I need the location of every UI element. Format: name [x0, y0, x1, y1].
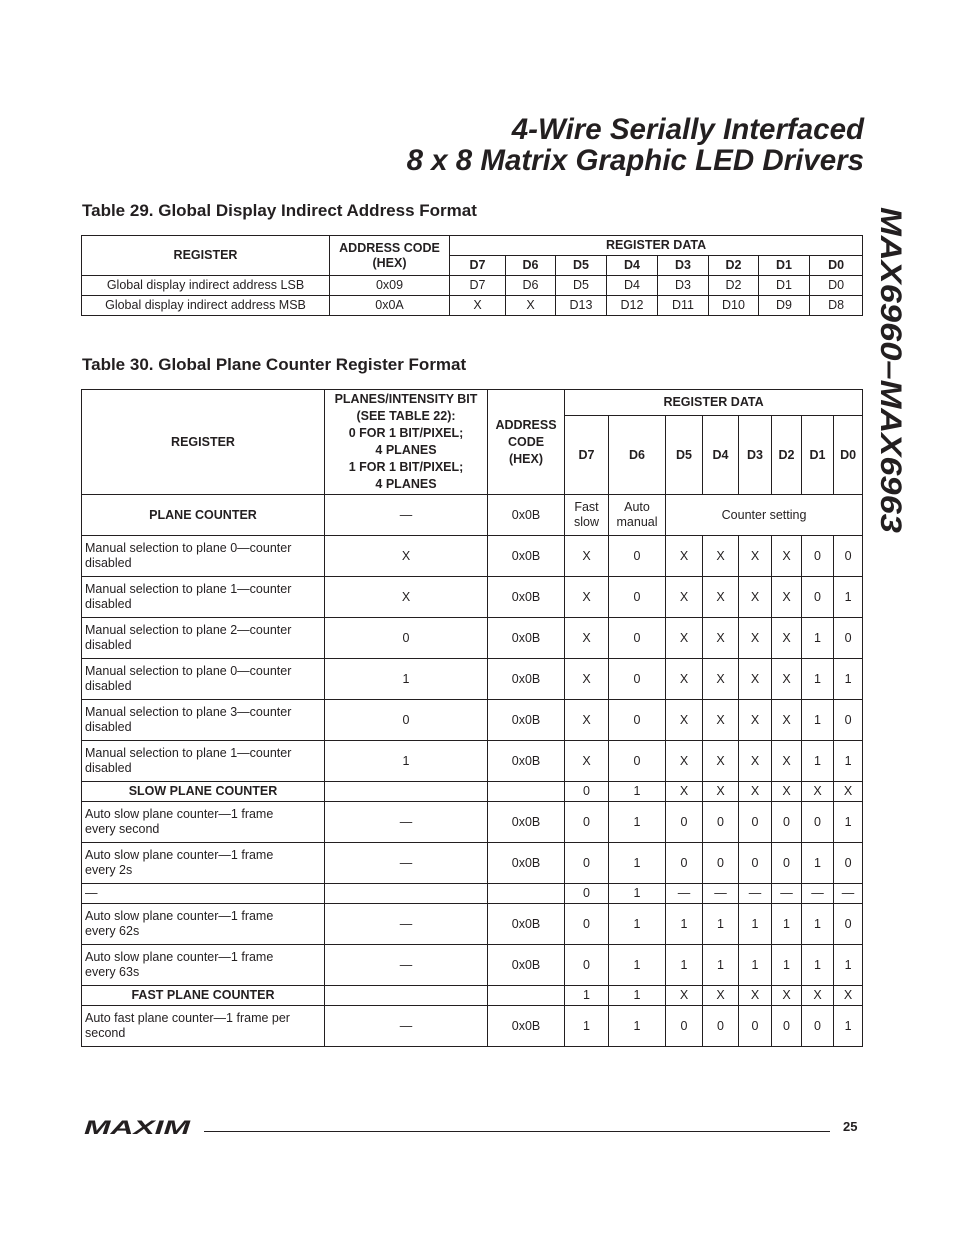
- counter-setting-cell: Counter setting: [666, 495, 863, 536]
- bit-value: 0: [609, 536, 666, 577]
- bit-value: 1: [703, 945, 739, 986]
- bit-value: X: [666, 659, 703, 700]
- table-29: [81, 235, 863, 316]
- bit-value: X: [834, 782, 863, 802]
- bit-value: X: [703, 986, 739, 1006]
- register-name: [82, 986, 325, 1006]
- table-row: [82, 659, 863, 700]
- address-code-header: ADDRESS CODE (HEX): [330, 236, 450, 276]
- bit-value: 1: [609, 904, 666, 945]
- bit-header-d6: D6: [506, 256, 556, 276]
- table-row: [82, 741, 863, 782]
- bit-header-d7: D7: [565, 416, 609, 495]
- bit-value: 0: [834, 904, 863, 945]
- register-name-line: disabled: [85, 679, 132, 693]
- address-code: 0x0A: [330, 296, 450, 316]
- address-code-header: [488, 390, 565, 495]
- register-name: [82, 945, 325, 986]
- register-name-line: every 62s: [85, 924, 140, 938]
- register-name: [82, 577, 325, 618]
- register-name-line: second: [85, 1026, 126, 1040]
- maxim-logo-mark: [84, 1118, 192, 1136]
- register-name: [82, 802, 325, 843]
- bit-value: 0: [565, 802, 609, 843]
- address-code: 0x0B: [488, 945, 565, 986]
- bit-value: D6: [506, 276, 556, 296]
- bit-value: 1: [802, 741, 834, 782]
- table-row: [82, 700, 863, 741]
- bit-value: X: [666, 741, 703, 782]
- bit-value: 0: [802, 536, 834, 577]
- bit-value: 0: [565, 945, 609, 986]
- register-name-line: disabled: [85, 597, 132, 611]
- bit-value: X: [565, 659, 609, 700]
- planes-value: X: [325, 577, 488, 618]
- bit-value: 0: [609, 577, 666, 618]
- bit-value: X: [565, 618, 609, 659]
- maxim-logo: [84, 1118, 192, 1141]
- bit-header-d0: D0: [810, 256, 863, 276]
- register-name-line: SLOW PLANE COUNTER: [128, 784, 278, 798]
- bit-value: X: [450, 296, 506, 316]
- table-row: [82, 1006, 863, 1047]
- address-code: 0x0B: [488, 904, 565, 945]
- bit-value: X: [772, 618, 802, 659]
- bit-value: D0: [810, 276, 863, 296]
- bit-value: D8: [810, 296, 863, 316]
- bit-value: —: [739, 884, 772, 904]
- register-name-line: Auto slow plane counter—1 frame: [85, 950, 274, 964]
- register-name: [82, 618, 325, 659]
- bit-value: 0: [802, 802, 834, 843]
- address-code: [488, 782, 565, 802]
- bit-header-d1: D1: [759, 256, 810, 276]
- document-title-line-2: 8 x 8 Matrix Graphic LED Drivers: [406, 144, 864, 177]
- register-name: [82, 700, 325, 741]
- bit-value: —: [834, 884, 863, 904]
- planes-value: [325, 986, 488, 1006]
- register-header: REGISTER: [82, 236, 330, 276]
- bit-value: 1: [609, 884, 666, 904]
- bit-value: X: [739, 618, 772, 659]
- bit-value: 0: [703, 1006, 739, 1047]
- plane-counter-d7: [565, 495, 609, 536]
- section-row: [82, 782, 863, 802]
- address-code: 0x0B: [488, 536, 565, 577]
- bit-value: 1: [565, 1006, 609, 1047]
- bit-value: 0: [834, 618, 863, 659]
- bit-value: X: [565, 700, 609, 741]
- table-row: [82, 945, 863, 986]
- bit-value: 1: [739, 945, 772, 986]
- bit-header-d0: D0: [834, 416, 863, 495]
- bit-value: X: [772, 536, 802, 577]
- register-name-line: —: [85, 886, 98, 900]
- bit-value: D7: [450, 276, 506, 296]
- bit-value: X: [739, 986, 772, 1006]
- bit-value: X: [739, 536, 772, 577]
- address-code: 0x0B: [488, 1006, 565, 1047]
- register-name-line: disabled: [85, 720, 132, 734]
- register-name-line: Auto slow plane counter—1 frame: [85, 807, 274, 821]
- bit-header-d7: D7: [450, 256, 506, 276]
- bit-header-d5: D5: [556, 256, 607, 276]
- register-name-line: Manual selection to plane 1—counter: [85, 582, 292, 596]
- bit-value: 1: [609, 802, 666, 843]
- bit-value: 0: [609, 618, 666, 659]
- bit-value: 0: [772, 1006, 802, 1047]
- bit-value: 1: [565, 986, 609, 1006]
- table-30-caption: Table 30. Global Plane Counter Register Format: [82, 355, 467, 374]
- bit-value: X: [703, 782, 739, 802]
- bit-value: 1: [834, 741, 863, 782]
- bit-value: 1: [609, 986, 666, 1006]
- bit-value: X: [772, 577, 802, 618]
- bit-value: 1: [772, 945, 802, 986]
- bit-value: X: [772, 741, 802, 782]
- bit-header-d6: D6: [609, 416, 666, 495]
- bit-value: X: [739, 700, 772, 741]
- bit-value: 0: [565, 884, 609, 904]
- table-row: [82, 577, 863, 618]
- register-name: [82, 536, 325, 577]
- bit-value: X: [739, 577, 772, 618]
- address-header-line: CODE: [507, 434, 545, 449]
- address-code: 0x0B: [488, 802, 565, 843]
- address-code: 0x0B: [488, 843, 565, 884]
- planes-value: —: [325, 843, 488, 884]
- bit-value: 0: [666, 802, 703, 843]
- planes-header-line: (SEE TABLE 22):: [356, 409, 456, 423]
- bit-value: D13: [556, 296, 607, 316]
- bit-value: D10: [709, 296, 759, 316]
- bit-value: X: [703, 659, 739, 700]
- register-name: [82, 659, 325, 700]
- bit-value: 1: [834, 659, 863, 700]
- planes-value: [325, 884, 488, 904]
- section-row: [82, 986, 863, 1006]
- bit-value: X: [772, 659, 802, 700]
- table-29-caption: Table 29. Global Display Indirect Address Format: [82, 201, 477, 220]
- bit-header-d1: D1: [802, 416, 834, 495]
- bit-header-d5: D5: [666, 416, 703, 495]
- register-name-line: Auto slow plane counter—1 frame: [85, 909, 274, 923]
- table-row: [82, 536, 863, 577]
- bit-header-d4: D4: [607, 256, 658, 276]
- bit-value: 0: [834, 536, 863, 577]
- address-code: [488, 986, 565, 1006]
- table-row: [82, 884, 863, 904]
- register-name: [82, 782, 325, 802]
- bit-value: 1: [834, 802, 863, 843]
- bit-value: 0: [703, 843, 739, 884]
- bit-value: 0: [802, 577, 834, 618]
- bit-value: 1: [739, 904, 772, 945]
- address-code: 0x0B: [488, 741, 565, 782]
- register-name-line: Manual selection to plane 3—counter: [85, 705, 292, 719]
- bit-value: 0: [666, 1006, 703, 1047]
- table-row: [82, 802, 863, 843]
- register-name-line: every 63s: [85, 965, 140, 979]
- document-title-line-1: 4-Wire Serially Interfaced: [511, 113, 864, 146]
- bit-value: 1: [703, 904, 739, 945]
- bit-value: X: [565, 577, 609, 618]
- register-name-line: every second: [85, 822, 160, 836]
- manual-label: manual: [616, 515, 658, 529]
- bit-value: X: [739, 659, 772, 700]
- bit-value: —: [666, 884, 703, 904]
- bit-value: X: [703, 577, 739, 618]
- bit-value: 0: [834, 700, 863, 741]
- plane-counter-address: 0x0B: [488, 495, 565, 536]
- bit-value: 0: [609, 741, 666, 782]
- bit-value: 1: [609, 1006, 666, 1047]
- bit-value: 1: [802, 945, 834, 986]
- bit-value: —: [703, 884, 739, 904]
- register-header: REGISTER: [82, 390, 325, 495]
- address-code: 0x0B: [488, 577, 565, 618]
- address-code: 0x0B: [488, 700, 565, 741]
- planes-value: X: [325, 536, 488, 577]
- bit-value: X: [703, 536, 739, 577]
- bit-value: —: [772, 884, 802, 904]
- register-data-header: REGISTER DATA: [450, 236, 863, 256]
- bit-value: X: [506, 296, 556, 316]
- bit-value: X: [772, 986, 802, 1006]
- bit-value: X: [703, 618, 739, 659]
- register-name-line: FAST PLANE COUNTER: [131, 988, 275, 1002]
- document-title: [407, 114, 864, 176]
- bit-value: X: [772, 700, 802, 741]
- table-row: [82, 276, 863, 296]
- bit-value: X: [703, 700, 739, 741]
- planes-header-line: 4 PLANES: [375, 443, 437, 457]
- register-name-line: disabled: [85, 761, 132, 775]
- register-name-line: disabled: [85, 638, 132, 652]
- planes-value: —: [325, 945, 488, 986]
- register-name-line: disabled: [85, 556, 132, 570]
- bit-value: 0: [739, 1006, 772, 1047]
- bit-value: 1: [772, 904, 802, 945]
- bit-value: D11: [658, 296, 709, 316]
- fast-label: Fast: [574, 500, 599, 514]
- planes-intensity-header: [325, 390, 488, 495]
- bit-value: X: [565, 741, 609, 782]
- table-row: [82, 296, 863, 316]
- bit-value: 0: [739, 802, 772, 843]
- bit-value: X: [565, 536, 609, 577]
- bit-header-d4: D4: [703, 416, 739, 495]
- bit-value: 0: [609, 659, 666, 700]
- bit-value: 1: [802, 659, 834, 700]
- bit-header-d2: D2: [709, 256, 759, 276]
- bit-value: D3: [658, 276, 709, 296]
- bit-value: X: [739, 782, 772, 802]
- planes-header-line: 0 FOR 1 BIT/PIXEL;: [348, 426, 464, 440]
- bit-value: 0: [772, 843, 802, 884]
- bit-value: —: [802, 884, 834, 904]
- address-code: 0x09: [330, 276, 450, 296]
- register-data-header: REGISTER DATA: [565, 390, 863, 416]
- register-name: [82, 904, 325, 945]
- bit-header-d3: D3: [739, 416, 772, 495]
- table-row: [82, 904, 863, 945]
- bit-value: X: [666, 782, 703, 802]
- bit-value: 1: [609, 782, 666, 802]
- table-row: [82, 843, 863, 884]
- bit-value: X: [772, 782, 802, 802]
- bit-value: X: [802, 986, 834, 1006]
- bit-value: 1: [666, 904, 703, 945]
- planes-value: [325, 782, 488, 802]
- register-name: Global display indirect address MSB: [82, 296, 330, 316]
- bit-value: X: [834, 986, 863, 1006]
- bit-value: D12: [607, 296, 658, 316]
- planes-value: 1: [325, 659, 488, 700]
- bit-value: 1: [834, 577, 863, 618]
- register-name: [82, 1006, 325, 1047]
- bit-value: 0: [565, 904, 609, 945]
- bit-value: 1: [609, 843, 666, 884]
- planes-value: —: [325, 1006, 488, 1047]
- bit-value: 0: [565, 782, 609, 802]
- bit-value: D4: [607, 276, 658, 296]
- bit-value: X: [666, 536, 703, 577]
- side-part-number: [870, 207, 910, 567]
- address-code: [488, 884, 565, 904]
- bit-value: X: [802, 782, 834, 802]
- plane-counter-d6: [609, 495, 666, 536]
- bit-value: X: [666, 577, 703, 618]
- bit-value: X: [666, 700, 703, 741]
- slow-label: slow: [573, 515, 599, 529]
- footer-rule: [204, 1131, 830, 1132]
- register-name: [82, 884, 325, 904]
- register-name-line: Auto fast plane counter—1 frame per: [85, 1011, 290, 1025]
- bit-value: 1: [834, 1006, 863, 1047]
- bit-value: D5: [556, 276, 607, 296]
- register-name: [82, 741, 325, 782]
- register-name-line: every 2s: [85, 863, 133, 877]
- bit-value: 0: [834, 843, 863, 884]
- plane-counter-planes: —: [325, 495, 488, 536]
- register-name-line: Auto slow plane counter—1 frame: [85, 848, 274, 862]
- bit-value: 0: [666, 843, 703, 884]
- planes-header-line: PLANES/INTENSITY BIT: [334, 392, 478, 406]
- bit-value: X: [666, 986, 703, 1006]
- planes-value: —: [325, 802, 488, 843]
- bit-value: D2: [709, 276, 759, 296]
- register-name-line: Manual selection to plane 0—counter: [85, 541, 292, 555]
- maxim-logo-text: MAXIM: [84, 1118, 192, 1136]
- bit-value: X: [739, 741, 772, 782]
- address-header-line: (HEX): [508, 451, 544, 466]
- bit-header-d2: D2: [772, 416, 802, 495]
- page-number: 25: [843, 1119, 858, 1134]
- plane-counter-label: PLANE COUNTER: [82, 495, 325, 536]
- register-name-line: Manual selection to plane 0—counter: [85, 664, 292, 678]
- bit-value: 1: [802, 618, 834, 659]
- bit-value: X: [703, 741, 739, 782]
- planes-value: 0: [325, 618, 488, 659]
- bit-value: 1: [609, 945, 666, 986]
- address-header-line: ADDRESS: [495, 417, 557, 432]
- bit-value: 1: [802, 843, 834, 884]
- planes-value: 1: [325, 741, 488, 782]
- bit-value: 1: [802, 700, 834, 741]
- planes-header-line: 4 PLANES: [375, 477, 437, 491]
- address-code: 0x0B: [488, 618, 565, 659]
- planes-value: 0: [325, 700, 488, 741]
- address-code: 0x0B: [488, 659, 565, 700]
- bit-header-d3: D3: [658, 256, 709, 276]
- bit-value: 0: [609, 700, 666, 741]
- bit-value: 1: [802, 904, 834, 945]
- planes-header-line: 1 FOR 1 BIT/PIXEL;: [348, 460, 464, 474]
- table-row: [82, 618, 863, 659]
- planes-value: —: [325, 904, 488, 945]
- bit-value: 0: [802, 1006, 834, 1047]
- table-30: [81, 389, 863, 1047]
- bit-value: D9: [759, 296, 810, 316]
- bit-value: 0: [565, 843, 609, 884]
- bit-value: D1: [759, 276, 810, 296]
- register-name: Global display indirect address LSB: [82, 276, 330, 296]
- register-name: [82, 843, 325, 884]
- register-name-line: Manual selection to plane 1—counter: [85, 746, 292, 760]
- bit-value: 1: [666, 945, 703, 986]
- bit-value: X: [666, 618, 703, 659]
- bit-value: 0: [703, 802, 739, 843]
- auto-label: Auto: [624, 500, 650, 514]
- bit-value: 1: [834, 945, 863, 986]
- bit-value: 0: [772, 802, 802, 843]
- bit-value: 0: [739, 843, 772, 884]
- register-name-line: Manual selection to plane 2—counter: [85, 623, 292, 637]
- side-part-number-text: MAX6960–MAX6963: [874, 207, 907, 491]
